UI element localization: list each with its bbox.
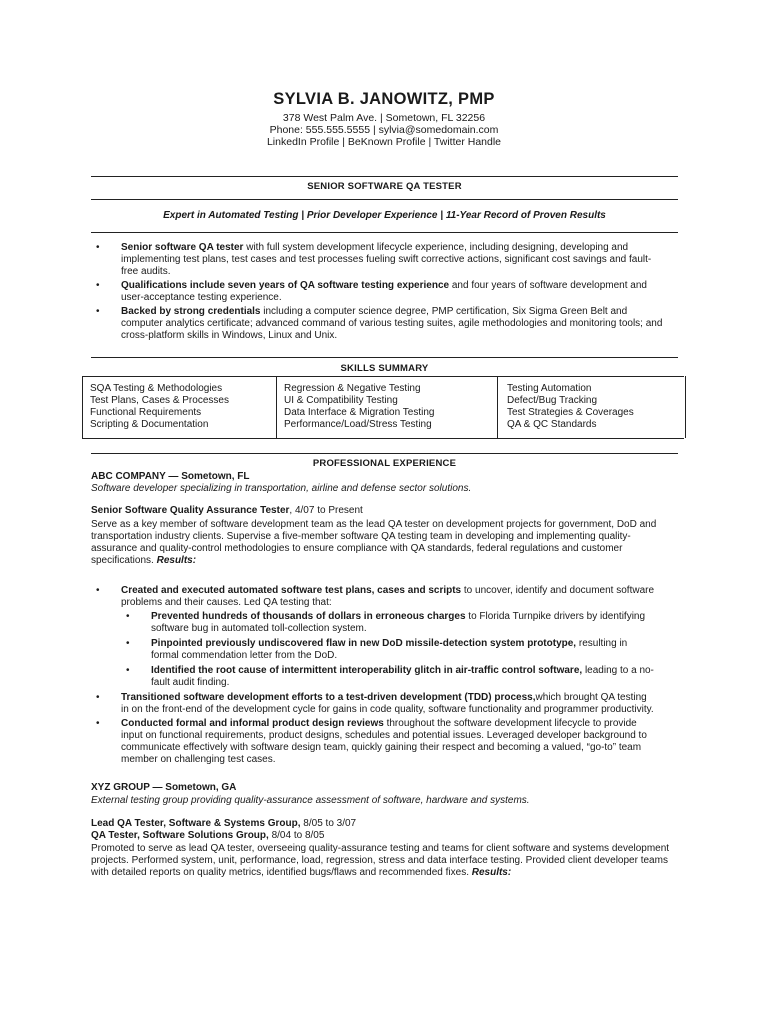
- employer-name: ABC COMPANY — Sometown, FL: [91, 471, 250, 482]
- skill-item: Test Strategies & Coverages: [507, 407, 634, 418]
- skill-item: QA & QC Standards: [507, 419, 597, 430]
- employer-description: Software developer specializing in transportation, airline and defense sector solutions.: [91, 483, 472, 494]
- skill-item: Defect/Bug Tracking: [507, 395, 598, 406]
- skills-column: [284, 383, 434, 431]
- summary-item: [96, 306, 666, 342]
- achievement-item: [96, 692, 656, 716]
- achievement-text: which brought QA testing in on the front-end of the development cycle for gains in code quality, software functionality and programmer productivity.: [121, 692, 654, 715]
- achievement-lead: Conducted formal and informal product design reviews: [121, 718, 384, 729]
- bullet-icon: •: [126, 611, 130, 622]
- achievement-item: [96, 585, 656, 609]
- sub-achievement-item: [126, 638, 656, 662]
- skill-item: UI & Compatibility Testing: [284, 395, 398, 406]
- summary-item-lead: Senior software QA tester: [121, 242, 244, 253]
- sub-achievement-text: leading to a no-fault audit finding.: [151, 665, 654, 688]
- skills-column: [507, 383, 634, 431]
- job-title-text: Senior Software Quality Assurance Tester: [91, 505, 290, 516]
- achievement-text: throughout the software development lifecycle to provide input on functional requirements, product designs, schedules and potential issues. Leveraged developer background to communicate effectively with software design team, quickly gaining their respect and becoming a valued, “go-to” team member on challenging test cases.: [121, 718, 647, 765]
- summary-item: [96, 280, 666, 304]
- bullet-icon: •: [96, 242, 100, 253]
- job-title: [91, 830, 324, 841]
- skill-item: Testing Automation: [507, 383, 592, 394]
- summary-item-lead: Backed by strong credentials: [121, 306, 261, 317]
- bullet-icon: •: [126, 665, 130, 676]
- job-title: [91, 818, 356, 829]
- skill-item: Regression & Negative Testing: [284, 383, 421, 394]
- job-summary-text: Serve as a key member of software development team as the lead QA tester on development projects for government, DoD and transportation industry clients. Supervise a five-member software QA testing team in developing and implementing quality-assurance and quality-control methodologies to ensure compliance with QA standards, federal regulations and customer specifications.: [91, 519, 657, 566]
- summary-item-text: and four years of software development and user-acceptance testing experience.: [121, 280, 647, 303]
- employer-description: External testing group providing quality-assurance assessment of software, hardware and systems.: [91, 795, 530, 806]
- bullet-icon: •: [96, 306, 100, 317]
- skill-item: Scripting & Documentation: [90, 419, 209, 430]
- sub-achievement-item: [126, 611, 656, 635]
- bullet-icon: •: [96, 280, 100, 291]
- bullet-icon: •: [96, 585, 100, 596]
- job-dates: , 4/07 to Present: [289, 505, 363, 516]
- summary-item-text: with full system development lifecycle experience, including designing, developing and implementing test plans, test cases and test processes fueling swift corrective actions, significant cost savings and fault-free audits.: [121, 242, 652, 277]
- sub-achievement-lead: Prevented hundreds of thousands of dollars in erroneous charges: [151, 611, 466, 622]
- achievement-item: [96, 718, 656, 766]
- headline-tagline: Expert in Automated Testing | Prior Developer Experience | 11-Year Record of Proven Results: [163, 210, 606, 221]
- candidate-name: SYLVIA B. JANOWITZ, PMP: [273, 90, 495, 108]
- achievement-lead: Transitioned software development efforts to a test-driven development (TDD) process,: [121, 692, 536, 703]
- job-title: [91, 505, 363, 516]
- divider-line: [91, 357, 678, 358]
- divider-line: [91, 199, 678, 200]
- sub-achievement-lead: Pinpointed previously undiscovered flaw in new DoD missile-detection system prototype,: [151, 638, 577, 649]
- achievement-list: [96, 585, 656, 768]
- job-dates: 8/04 to 8/05: [268, 830, 325, 841]
- skill-item: Test Plans, Cases & Processes: [90, 395, 229, 406]
- skill-item: Data Interface & Migration Testing: [284, 407, 435, 418]
- divider-line: [91, 232, 678, 233]
- contact-phone-email: Phone: 555.555.5555 | sylvia@somedomain.com: [269, 124, 499, 136]
- skills-table: [82, 376, 686, 438]
- skills-title: SKILLS SUMMARY: [340, 363, 429, 374]
- sub-achievement-lead: Identified the root cause of intermittent interoperability glitch in air-traffic control software,: [151, 665, 583, 676]
- bullet-icon: •: [96, 718, 100, 729]
- skill-item: SQA Testing & Methodologies: [90, 383, 223, 394]
- results-label: Results:: [156, 555, 197, 566]
- summary-item-text: including a computer science degree, PMP certification, Six Sigma Green Belt and computer analytics certificate; advanced command of various testing suites, agile methodologies and monitoring tools; and cross-platform skills in Windows, Linux and Unix.: [121, 306, 663, 341]
- achievement-lead: Created and executed automated software test plans, cases and scripts: [121, 585, 462, 596]
- bullet-icon: •: [96, 692, 100, 703]
- experience-title: PROFESSIONAL EXPERIENCE: [312, 458, 457, 469]
- job-summary-text: Promoted to serve as lead QA tester, overseeing quality-assurance testing and teams for client software and systems development projects. Performed system, unit, performance, load, regression, stress and data interface testing. Provided client developer teams with detailed reports on quality metrics, identified bugs/flaws and recommended fixes.: [91, 843, 670, 878]
- contact-address: 378 West Palm Ave. | Sometown, FL 32256: [282, 112, 486, 124]
- divider-line: [82, 438, 684, 439]
- achievement-text: to uncover, identify and document software problems and their causes. Led QA testing that:: [121, 585, 655, 608]
- column-divider: [276, 376, 277, 438]
- job-summary: [91, 519, 671, 567]
- summary-item: [96, 242, 666, 278]
- job-title-text: Lead QA Tester, Software & Systems Group,: [91, 818, 301, 829]
- employer-name: XYZ GROUP — Sometown, GA: [91, 782, 237, 793]
- divider-line: [91, 176, 678, 177]
- contact-links: LinkedIn Profile | BeKnown Profile | Twitter Handle: [266, 136, 502, 148]
- sub-achievement-item: [126, 665, 656, 689]
- divider-line: [91, 453, 678, 454]
- job-title-text: QA Tester, Software Solutions Group,: [91, 830, 269, 841]
- headline-title: SENIOR SOFTWARE QA TESTER: [307, 181, 462, 192]
- column-divider: [497, 376, 498, 438]
- bullet-icon: •: [126, 638, 130, 649]
- sub-achievement-text: to Florida Turnpike drivers by identifying software bug in automated toll-collection system.: [151, 611, 646, 634]
- skill-item: Functional Requirements: [90, 407, 202, 418]
- summary-list: [96, 242, 666, 344]
- skills-column: [90, 383, 229, 431]
- job-summary: [91, 843, 671, 879]
- skill-item: Performance/Load/Stress Testing: [284, 419, 432, 430]
- results-label: Results:: [471, 867, 512, 878]
- sub-achievement-text: resulting in formal commendation letter from the DoD.: [151, 638, 628, 661]
- job-dates: 8/05 to 3/07: [300, 818, 357, 829]
- summary-item-lead: Qualifications include seven years of QA software testing experience: [121, 280, 450, 291]
